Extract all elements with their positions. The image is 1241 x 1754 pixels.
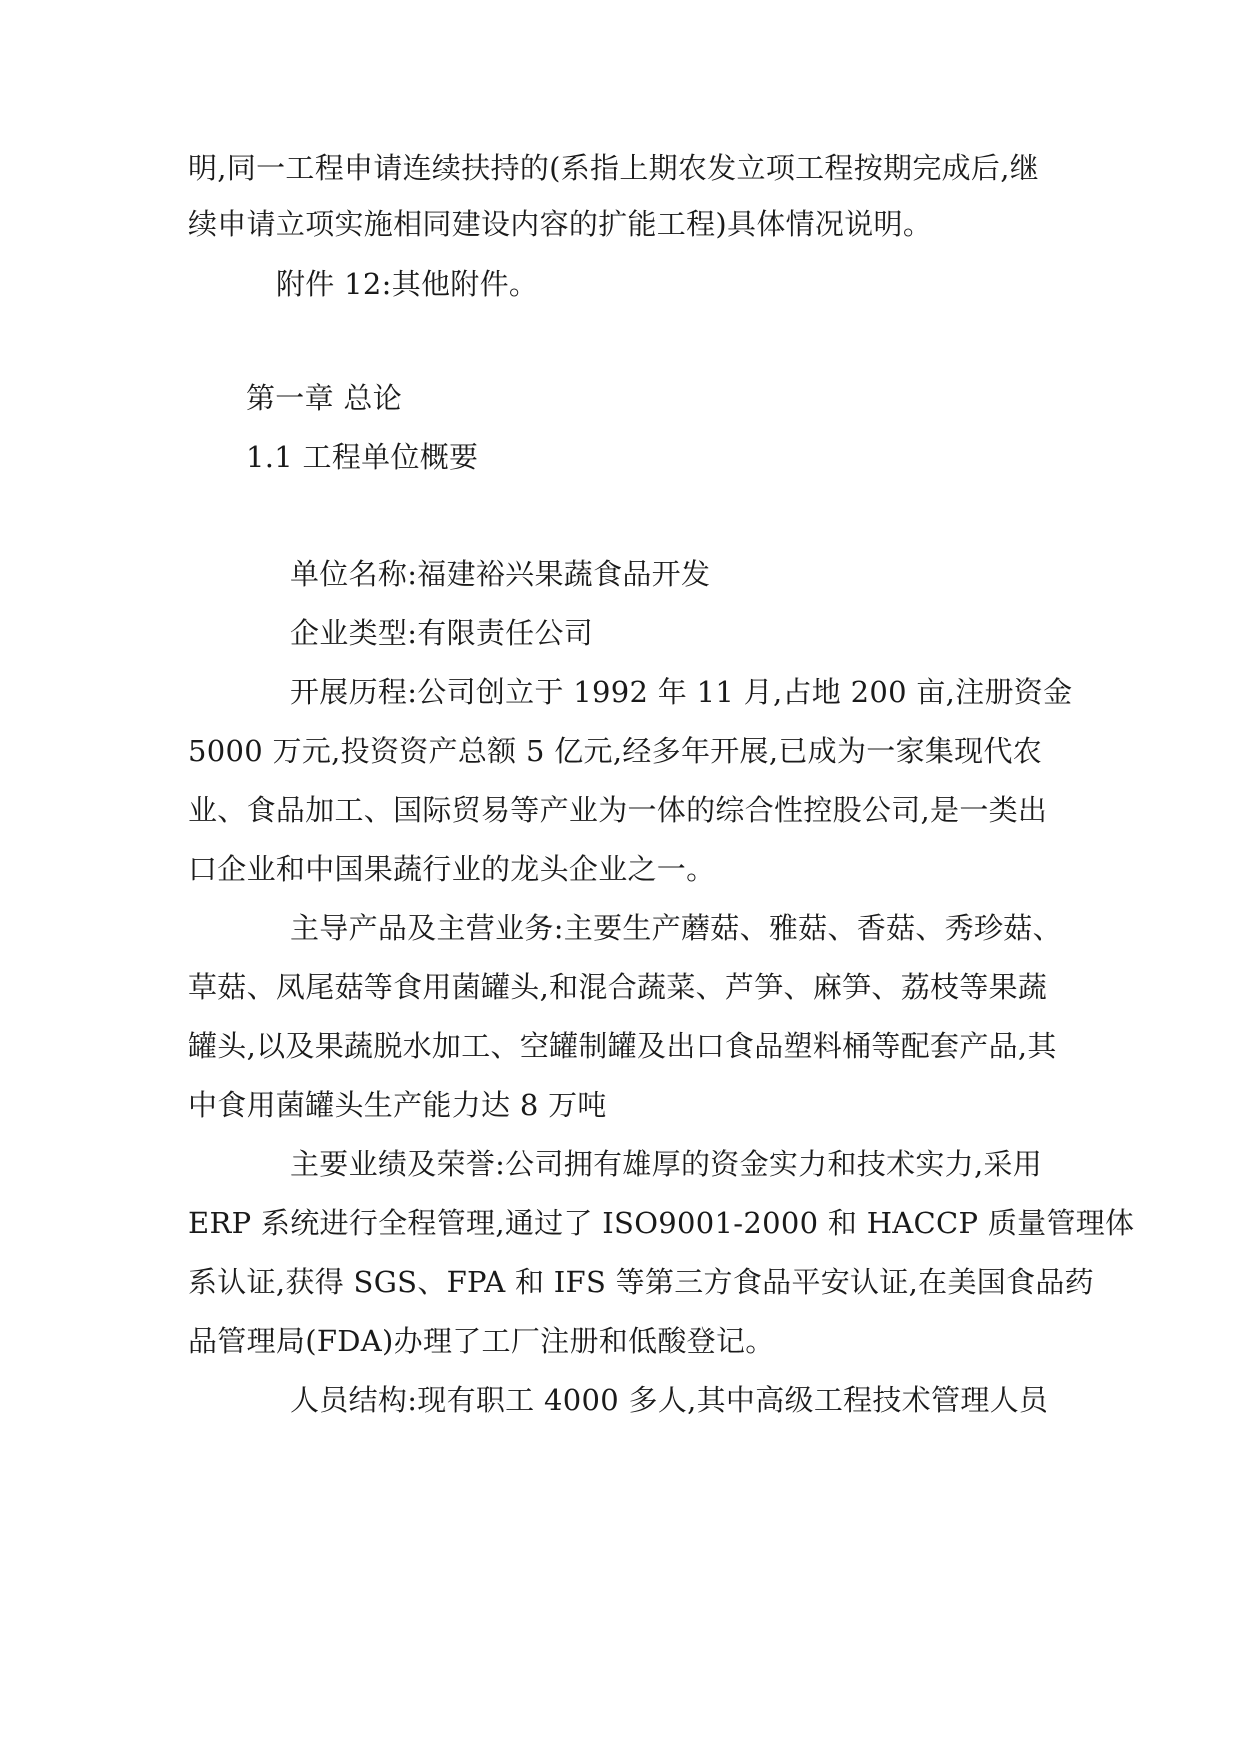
paragraph-line: 5000 万元,投资资产总额 5 亿元,经多年开展,已成为一家集现代农 bbox=[188, 734, 1043, 768]
paragraph-line: 主导产品及主营业务:主要生产蘑菇、雅菇、香菇、秀珍菇、 bbox=[290, 911, 1062, 945]
paragraph-line: 口企业和中国果蔬行业的龙头企业之一。 bbox=[188, 852, 716, 886]
paragraph-line: 草菇、凤尾菇等食用菌罐头,和混合蔬菜、芦笋、麻笋、荔枝等果蔬 bbox=[188, 970, 1048, 1004]
paragraph-line: 明,同一工程申请连续扶持的(系指上期农发立项工程按期完成后,继 bbox=[188, 151, 1040, 185]
attachment-12-line: 附件 12:其他附件。 bbox=[276, 267, 539, 301]
section-heading: 1.1 工程单位概要 bbox=[246, 440, 479, 474]
paragraph-line: 中食用菌罐头生产能力达 8 万吨 bbox=[188, 1088, 607, 1122]
unit-name-line: 单位名称:福建裕兴果蔬食品开发 bbox=[290, 557, 711, 591]
paragraph-line: 系认证,获得 SGS、FPA 和 IFS 等第三方食品平安认证,在美国食品药 bbox=[188, 1265, 1094, 1299]
paragraph-line: 罐头,以及果蔬脱水加工、空罐制罐及出口食品塑料桶等配套产品,其 bbox=[188, 1029, 1057, 1063]
paragraph-line: 人员结构:现有职工 4000 多人,其中高级工程技术管理人员 bbox=[290, 1383, 1049, 1417]
paragraph-line: 品管理局(FDA)办理了工厂注册和低酸登记。 bbox=[188, 1324, 775, 1358]
paragraph-line: 续申请立项实施相同建设内容的扩能工程)具体情况说明。 bbox=[188, 207, 933, 241]
paragraph-line: 业、食品加工、国际贸易等产业为一体的综合性控股公司,是一类出 bbox=[188, 793, 1048, 827]
enterprise-type-line: 企业类型:有限责任公司 bbox=[290, 616, 594, 650]
paragraph-line: 主要业绩及荣誉:公司拥有雄厚的资金实力和技术实力,采用 bbox=[290, 1147, 1043, 1181]
paragraph-line: ERP 系统进行全程管理,通过了 ISO9001-2000 和 HACCP 质量管理体 bbox=[188, 1206, 1135, 1240]
chapter-heading: 第一章 总论 bbox=[246, 381, 403, 415]
paragraph-line: 开展历程:公司创立于 1992 年 11 月,占地 200 亩,注册资金 bbox=[290, 675, 1073, 709]
